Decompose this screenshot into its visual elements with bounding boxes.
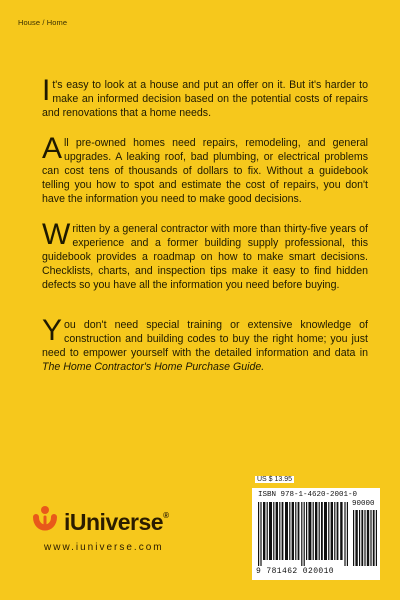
- drop-cap-3: W: [42, 218, 71, 251]
- paragraph-4: [42, 314, 368, 374]
- drop-cap-4: Y: [42, 314, 63, 347]
- paragraph-2-text: ll pre-owned homes need repairs, remodeling, and general upgrades. A leaking roof, bad plumbing, or electrical problems can cost tens of thousands of dollars to fix. Without a guidebook telling you how to spot and estimate the cost of repairs, you don't have the information you need to make good decisions.: [42, 137, 368, 205]
- iuniverse-logo-icon: [30, 505, 60, 541]
- drop-cap-1: I: [42, 74, 51, 107]
- paragraph-1: [42, 74, 368, 120]
- registered-mark: ®: [163, 511, 169, 520]
- publisher-name-text: iUniverse: [64, 509, 164, 535]
- isbn-label: ISBN 978-1-4620-2001-0: [258, 491, 358, 499]
- drop-cap-2: A: [42, 132, 63, 165]
- category-label: House / Home: [18, 18, 68, 27]
- addon-barcode-icon: [353, 510, 379, 566]
- paragraph-3: [42, 218, 368, 292]
- price-label: US $ 13.95: [257, 476, 293, 483]
- paragraph-4-text: ou don't need special training or extensive knowledge of construction and building codes to buy the right home; you just need to empower yourself with the detailed information and data in: [42, 319, 368, 359]
- paragraph-1-text: t's easy to look at a house and put an offer on it. But it's harder to make an informed decision based on the potential costs of repairs and renovations that a home needs.: [42, 79, 368, 119]
- paragraph-3-text: ritten by a general contractor with more than thirty-five years of experience and a former building supply professional, this guidebook provides a roadmap on how to make smart decisions. Checklists, charts, and inspection tips make it easy to find hidden defects so you have all the information you need before buying.: [42, 223, 368, 291]
- paragraph-2: [42, 132, 368, 206]
- isbn-barcode-icon: [258, 502, 350, 566]
- publisher-name: [64, 509, 168, 536]
- book-title: The Home Contractor's Home Purchase Guide.: [42, 361, 265, 373]
- addon-number: 90000: [352, 500, 375, 508]
- barcode-digits: 9 781462 020010: [256, 567, 335, 576]
- publisher-website: www.iuniverse.com: [44, 542, 164, 553]
